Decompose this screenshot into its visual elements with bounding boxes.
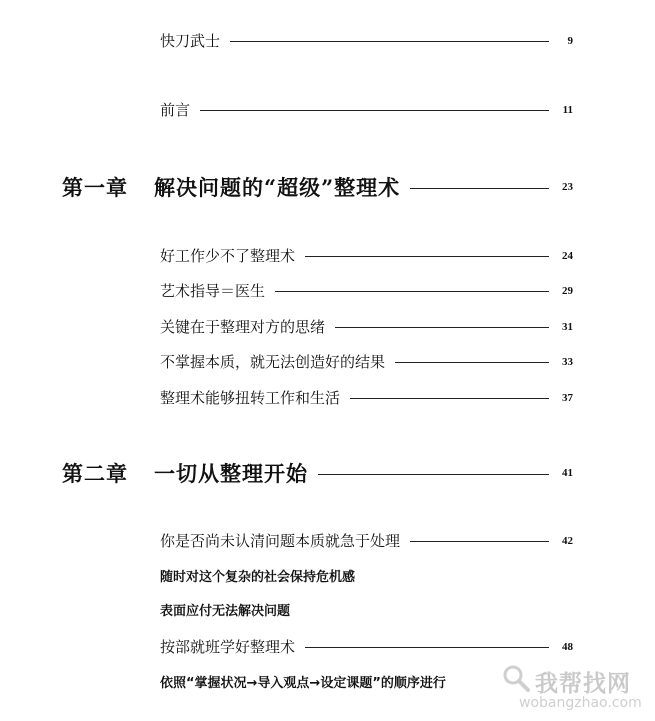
chapter-title: 解决问题的“超级”整理术 — [154, 175, 401, 200]
toc-entry-title: 你是否尚未认清问题本质就急于处理 — [160, 532, 401, 550]
chapter-page: 23 — [562, 181, 573, 193]
toc-entry-title: 按部就班学好整理术 — [160, 638, 296, 656]
toc-entry[interactable] — [160, 245, 573, 266]
dotted-leader — [410, 541, 549, 542]
toc-entry-page: 11 — [562, 103, 573, 116]
magnifier-icon — [501, 663, 531, 693]
dotted-leader — [395, 362, 549, 363]
toc-entry-page: 24 — [562, 249, 573, 262]
site-watermark — [501, 659, 649, 715]
dotted-leader — [200, 110, 549, 111]
toc-entry-title: 艺术指导＝医生 — [160, 282, 266, 300]
watermark-title: 我帮找网 — [535, 671, 631, 697]
toc-subentry-title: 依照“掌握状况→导入观点→设定课题”的顺序进行 — [160, 676, 446, 691]
toc-entry[interactable] — [160, 530, 573, 551]
watermark-url: wobangzhao.com — [519, 695, 642, 711]
toc-entry-title: 不掌握本质，就无法创造好的结果 — [160, 353, 386, 371]
toc-entry-title: 快刀武士 — [160, 32, 221, 50]
dotted-leader — [318, 474, 549, 475]
dotted-leader — [305, 256, 549, 257]
toc-entry-page: 42 — [562, 534, 573, 547]
toc-entry-kuaidao[interactable] — [160, 30, 573, 51]
toc-entry-page: 37 — [562, 391, 573, 404]
chapter-heading — [62, 458, 308, 488]
toc-chapter-1[interactable] — [62, 172, 573, 202]
chapter-number: 第二章 — [62, 461, 128, 486]
toc-subentry-title: 表面应付无法解决问题 — [160, 604, 291, 619]
toc-entry-title: 好工作少不了整理术 — [160, 247, 296, 265]
dotted-leader — [350, 398, 549, 399]
toc-subentry[interactable] — [160, 600, 573, 619]
toc-entry[interactable] — [160, 280, 573, 301]
dotted-leader — [305, 647, 549, 648]
toc-entry-preface[interactable] — [160, 99, 573, 120]
dotted-leader — [275, 291, 549, 292]
toc-entry[interactable] — [160, 387, 573, 408]
dotted-leader — [335, 327, 549, 328]
dotted-leader — [410, 188, 549, 189]
toc-entry-page: 9 — [567, 34, 573, 47]
toc-chapter-2[interactable] — [62, 458, 573, 488]
toc-entry-title: 整理术能够扭转工作和生活 — [160, 389, 341, 407]
toc-entry-page: 33 — [562, 355, 573, 368]
toc-entry[interactable] — [160, 636, 573, 657]
chapter-title: 一切从整理开始 — [154, 461, 308, 486]
dotted-leader — [230, 41, 549, 42]
toc-entry-title: 关键在于整理对方的思绪 — [160, 318, 326, 336]
toc-entry-page: 48 — [562, 640, 573, 653]
toc-subentry[interactable] — [160, 566, 573, 585]
toc-entry-page: 31 — [562, 320, 573, 333]
toc-entry[interactable] — [160, 316, 573, 337]
chapter-page: 41 — [562, 467, 573, 479]
toc-entry-title: 前言 — [160, 101, 191, 119]
toc-entry-page: 29 — [562, 284, 573, 297]
chapter-heading — [62, 172, 400, 202]
toc-subentry-title: 随时对这个复杂的社会保持危机感 — [160, 570, 356, 585]
chapter-number: 第一章 — [62, 175, 128, 200]
toc-entry[interactable] — [160, 351, 573, 372]
